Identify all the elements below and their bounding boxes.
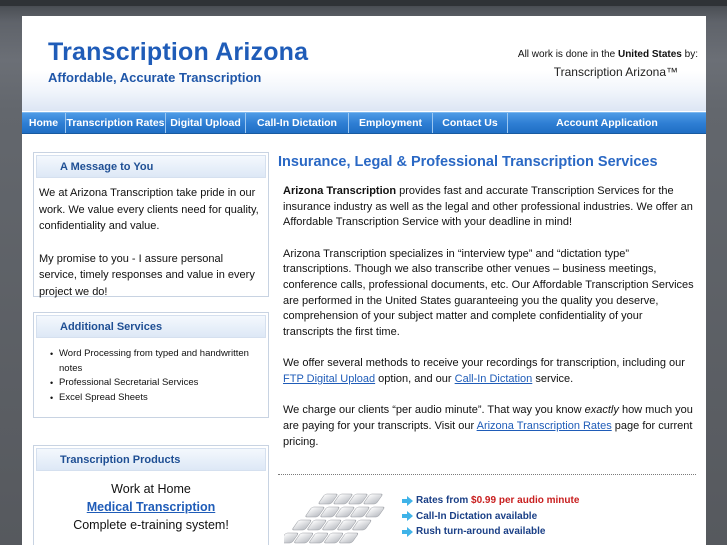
site-title[interactable]: Transcription Arizona	[48, 38, 309, 66]
main-nav	[22, 112, 706, 134]
site-tagline: Affordable, Accurate Transcription	[48, 70, 262, 85]
dotted-divider	[278, 474, 696, 475]
feature-rush	[402, 524, 579, 540]
methods-text-b: option, and our	[375, 373, 455, 386]
page-container	[22, 16, 706, 545]
methods-text-c: service.	[532, 373, 574, 386]
pricing-text-c: page for current pricing.	[283, 419, 693, 448]
feature-rates-price: $0.99 per audio minute	[471, 495, 580, 506]
main-heading: Insurance, Legal & Professional Transcription Services	[278, 154, 658, 170]
feature-rush-text: Rush turn-around available	[416, 526, 546, 537]
message-box-title: A Message to You	[36, 155, 266, 178]
products-body	[34, 473, 268, 534]
specialty-paragraph: Arizona Transcription specializes in “interview type” and “dictation type” transcriptions. Though we also transcribe other venues – business meetings, conference calls, professional documents, etc. Our Affordable Transcription Services are performed in the United States guaranteeing you the quality you deserve, comprehension of your subject matter and complete confidentiality of your transcripts the first time.	[283, 247, 694, 339]
transcription-rates-link[interactable]: Arizona Transcription Rates	[476, 419, 612, 432]
message-para-1: We at Arizona Transcription take pride in our work. We value every clients need for quality, confidentiality and value.	[39, 187, 259, 232]
work-note-suffix: by:	[684, 49, 698, 60]
work-location-note	[518, 49, 698, 60]
nav-transcription-rates[interactable]: Transcription Rates	[66, 113, 166, 133]
arrow-icon	[402, 511, 413, 521]
pricing-text-b: how much you are paying for your transcripts. Visit our	[283, 404, 693, 432]
site-header	[22, 16, 706, 111]
methods-text-a: We offer several methods to receive your recordings for transcription, including our	[283, 357, 685, 370]
feature-call-in	[402, 509, 579, 525]
intro-company-name: Arizona Transcription	[283, 185, 397, 197]
list-item: • Excel Spread Sheets	[50, 391, 262, 406]
call-in-dictation-link[interactable]: Call-In Dictation	[454, 373, 533, 386]
pricing-emphasis: exactly	[584, 404, 619, 417]
services-box-title: Additional Services	[36, 315, 266, 338]
message-box	[33, 152, 269, 297]
feature-list	[402, 493, 579, 540]
feature-call-in-text: Call-In Dictation available	[416, 510, 538, 522]
nav-contact-us[interactable]: Contact Us	[433, 113, 508, 133]
nav-home[interactable]: Home	[22, 113, 66, 133]
services-list	[34, 340, 268, 411]
work-brand: Transcription Arizona™	[553, 65, 678, 79]
services-box	[33, 312, 269, 418]
intro-text: provides fast and accurate Transcription Services for the insurance industry as well as the legal and other professional industries. We offer an Affordable Transcription Service with your deadline in mind!	[283, 185, 693, 229]
pricing-paragraph	[283, 403, 695, 450]
products-box-title: Transcription Products	[36, 448, 266, 471]
work-note-country: United States	[617, 49, 682, 60]
nav-account-application[interactable]: Account Application	[556, 117, 658, 129]
methods-paragraph	[283, 356, 695, 387]
arrow-icon	[402, 527, 413, 537]
message-box-body	[34, 180, 268, 306]
list-item: • Word Processing from typed and handwritten notes	[50, 347, 262, 376]
browser-top-strip	[0, 0, 727, 6]
nav-employment[interactable]: Employment	[349, 113, 433, 133]
ftp-digital-upload-link[interactable]: FTP Digital Upload	[283, 373, 376, 386]
message-para-2: My promise to you - I assure personal service, timely responses and value in every project we do!	[39, 252, 255, 298]
products-box	[33, 445, 269, 545]
feature-rates	[402, 493, 579, 509]
nav-call-in-dictation[interactable]: Call-In Dictation	[246, 113, 349, 133]
work-note-prefix: All work is done in the	[517, 49, 616, 60]
list-item: • Professional Secretarial Services	[50, 376, 262, 391]
medical-transcription-link[interactable]: Medical Transcription	[86, 500, 216, 514]
pricing-text-a: We charge our clients “per audio minute”. That way you know	[283, 404, 585, 417]
keyboard-image	[284, 484, 402, 545]
nav-digital-upload[interactable]: Digital Upload	[166, 113, 246, 133]
arrow-icon	[402, 496, 413, 506]
intro-paragraph	[283, 184, 695, 231]
products-line-3: Complete e-training system!	[73, 518, 229, 532]
main-body	[283, 184, 695, 450]
products-line-1: Work at Home	[111, 482, 191, 496]
feature-rates-prefix: Rates from	[416, 495, 469, 506]
